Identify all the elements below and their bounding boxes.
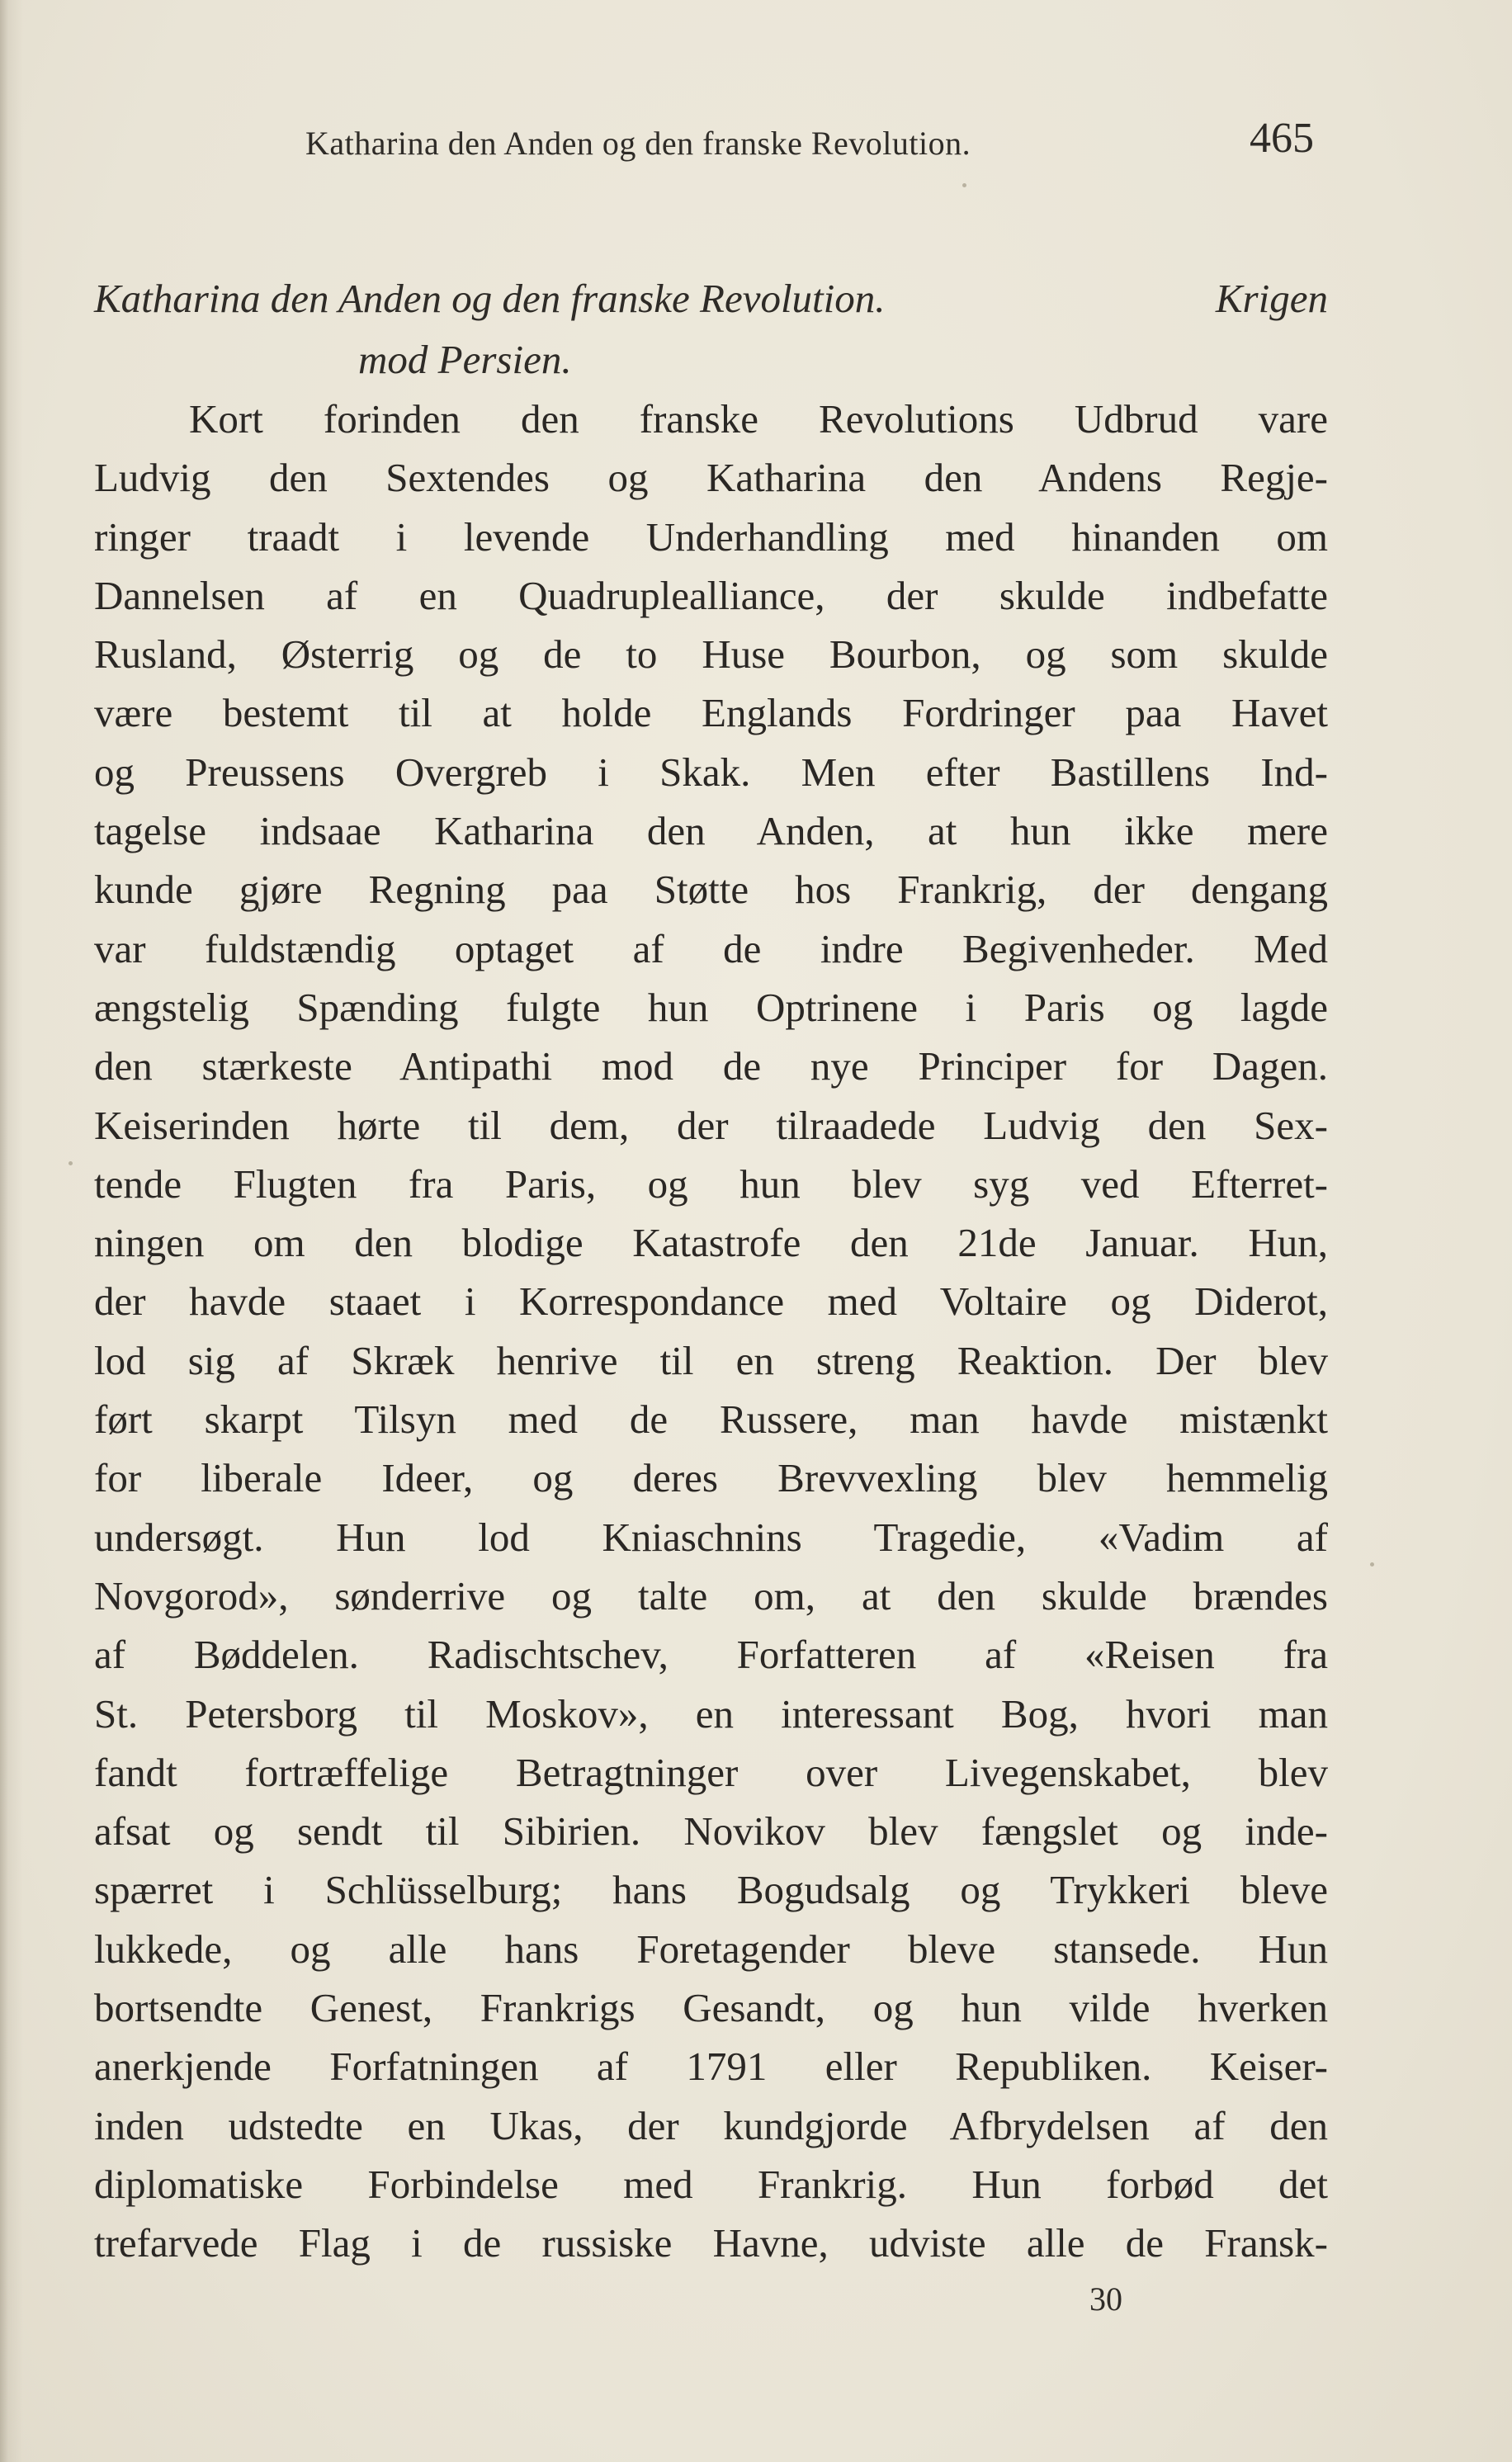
text-line: ført skarpt Tilsyn med de Russere, man havde mistænkt	[94, 1396, 1328, 1443]
text-line: undersøgt. Hun lod Kniaschnins Tragedie, «Vadim af	[94, 1514, 1328, 1560]
paper-speck	[69, 1161, 73, 1165]
text-line: fandt fortræffelige Betragtninger over Livegenskabet, blev	[94, 1749, 1328, 1795]
text-line: diplomatiske Forbindelse med Frankrig. Hun forbød det	[94, 2161, 1328, 2207]
text-line: af Bøddelen. Radischtschev, Forfatteren af «Reisen fra	[94, 1632, 1328, 1678]
text-line: der havde staaet i Korrespondance med Voltaire og Diderot,	[94, 1278, 1328, 1325]
text-line: ængstelig Spænding fulgte hun Optrinene i Paris og lagde	[94, 984, 1328, 1030]
text-line: være bestemt til at holde Englands Fordringer paa Havet	[94, 690, 1328, 736]
text-line: og Preussens Overgreb i Skak. Men efter Bastillens Ind-	[94, 749, 1328, 795]
section-heading-line-2: mod Persien.	[358, 337, 572, 382]
text-line: spærret i Schlüsselburg; hans Bogudsalg og Trykkeri bleve	[94, 1867, 1328, 1913]
text-line: tende Flugten fra Paris, og hun blev syg ved Efterret-	[94, 1160, 1328, 1207]
text-line: anerkjende Forfatningen af 1791 eller Republiken. Keiser-	[94, 2044, 1328, 2090]
text-line: Rusland, Østerrig og de to Huse Bourbon, og som skulde	[94, 631, 1328, 678]
text-line: var fuldstændig optaget af de indre Begivenheder. Med	[94, 925, 1328, 971]
text-line: ningen om den blodige Katastrofe den 21de Januar. Hun,	[94, 1220, 1328, 1266]
text-line: for liberale Ideer, og deres Brevvexling blev hemmelig	[94, 1455, 1328, 1501]
text-line: lukkede, og alle hans Foretagender bleve stansede. Hun	[94, 1926, 1328, 1972]
text-line: Keiserinden hørte til dem, der tilraadede Ludvig den Sex-	[94, 1102, 1328, 1148]
signature-mark: 30	[1089, 2280, 1122, 2318]
text-line: bortsendte Genest, Frankrigs Gesandt, og hun vilde hverken	[94, 1985, 1328, 2031]
page-number: 465	[1250, 115, 1314, 162]
text-line: St. Petersborg til Moskov», en interessant Bog, hvori man	[94, 1690, 1328, 1737]
text-line: Ludvig den Sextendes og Katharina den Andens Regje-	[94, 455, 1328, 501]
body-text	[94, 390, 1328, 2273]
text-line: den stærkeste Antipathi mod de nye Principer for Dagen.	[94, 1043, 1328, 1089]
text-line: Kort forinden den franske Revolutions Udbrud vare	[189, 396, 1328, 442]
paper-speck	[962, 183, 966, 187]
text-line: tagelse indsaae Katharina den Anden, at hun ikke mere	[94, 808, 1328, 854]
text-line: Novgorod», sønderrive og talte om, at den skulde brændes	[94, 1572, 1328, 1618]
text-line: Dannelsen af en Quadruplealliance, der skulde indbefatte	[94, 572, 1328, 618]
text-line: ringer traadt i levende Underhandling med hinanden om	[94, 513, 1328, 560]
section-heading-line-1	[94, 268, 1328, 329]
section-heading	[94, 268, 1328, 390]
text-line: lod sig af Skræk henrive til en streng Reaktion. Der blev	[94, 1337, 1328, 1383]
section-heading-title: Katharina den Anden og den franske Revolution.	[94, 276, 886, 321]
text-line: afsat og sendt til Sibirien. Novikov blev fængslet og inde-	[94, 1808, 1328, 1855]
text-line: trefarvede Flag i de russiske Havne, udviste alle de Fransk-	[94, 2220, 1328, 2266]
running-title: Katharina den Anden og den franske Revolution.	[305, 125, 971, 162]
text-line: kunde gjøre Regning paa Støtte hos Frankrig, der dengang	[94, 867, 1328, 913]
text-line: inden udstedte en Ukas, der kundgjorde Afbrydelsen af den	[94, 2102, 1328, 2148]
paper-speck	[1370, 1562, 1374, 1567]
section-heading-continuation: Krigen	[1215, 276, 1328, 321]
